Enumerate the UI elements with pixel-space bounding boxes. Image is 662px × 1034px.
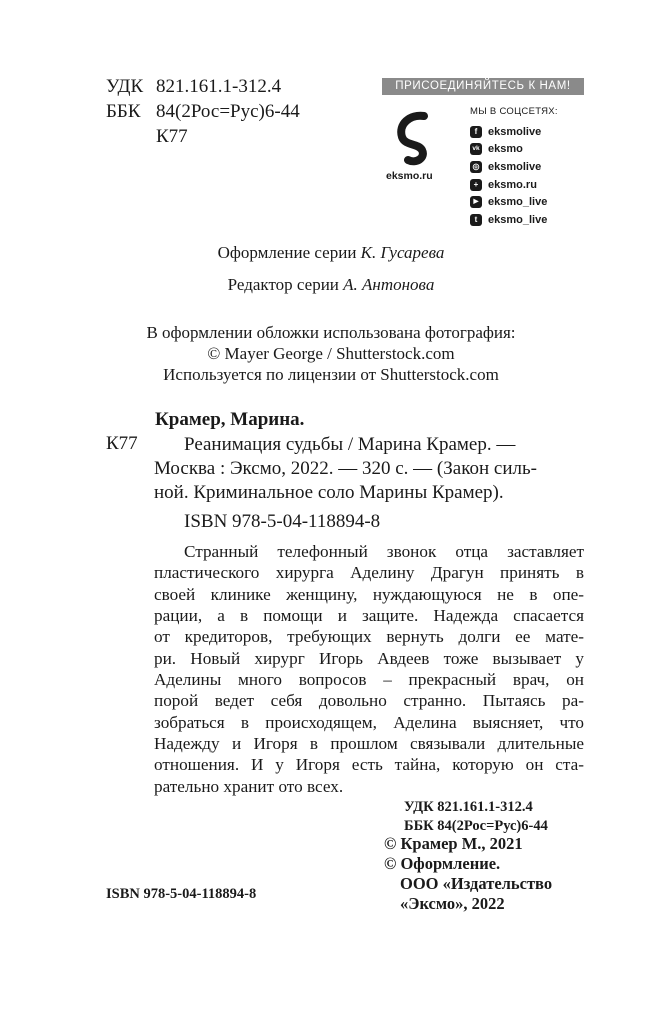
abstract-line: от кредиторов, требующих вернуть долги ее мате-	[154, 627, 584, 647]
photo-credit-line-2: © Mayer George / Shutterstock.com	[207, 344, 455, 363]
copyright-block	[384, 834, 552, 914]
social-label: eksmo_live	[488, 196, 548, 209]
bib-description	[154, 433, 584, 505]
copyright-line-3: ООО «Издательство	[400, 874, 553, 893]
abstract	[154, 541, 584, 797]
design-prefix: Оформление серии	[217, 243, 357, 262]
vk-icon: vk	[470, 143, 482, 155]
youtube-icon: ▶	[470, 196, 482, 208]
author-code-line	[106, 124, 300, 149]
editor-name: А. Антонова	[343, 275, 435, 294]
copyright-line-1: © Крамер М., 2021	[384, 834, 523, 853]
twitter-icon: t	[470, 214, 482, 226]
plus-icon: +	[470, 179, 482, 191]
bbk-value: 84(2Рос=Рус)6-44	[156, 101, 300, 122]
photo-credit	[0, 322, 662, 385]
join-banner: ПРИСОЕДИНЯЙТЕСЬ К НАМ!	[382, 78, 584, 95]
bib-code: К77	[106, 433, 138, 454]
abstract-line: Странный телефонный звонок отца заставляет	[184, 542, 584, 561]
social-label: eksmolive	[488, 160, 542, 173]
series-editor-credit	[0, 275, 662, 295]
abstract-line: порой ведет себя довольно странно. Пытаясь ра-	[154, 691, 584, 711]
social-label: eksmo	[488, 143, 523, 156]
social-label: eksmo.ru	[488, 178, 537, 191]
abstract-line: рательно хранит ото всех.	[154, 776, 344, 796]
instagram-icon: ◎	[470, 161, 482, 173]
abstract-line: рации, а в помощи и защите. Надежда спасается	[154, 606, 584, 626]
design-name: К. Гусарева	[360, 243, 445, 262]
isbn-bottom: ISBN 978-5-04-118894-8	[106, 886, 257, 902]
author-code: К77	[156, 126, 188, 147]
abstract-line: пластического хирурга Аделину Драгун принять в	[154, 563, 584, 583]
editor-prefix: Редактор серии	[227, 275, 339, 294]
udk-line	[106, 74, 300, 99]
bib-line-1: Реанимация судьбы / Марина Крамер. —	[184, 434, 516, 455]
bib-line-3: ной. Криминальное соло Марины Крамер).	[154, 482, 504, 503]
bbk-line	[106, 99, 300, 124]
isbn-main: ISBN 978-5-04-118894-8	[184, 511, 381, 532]
social-item-vk[interactable]	[470, 141, 547, 159]
bottom-bbk: ББК 84(2Рос=Рус)6-44	[404, 818, 548, 834]
social-item-instagram[interactable]	[470, 158, 547, 176]
abstract-line: ри. Новый хирург Игорь Авдеев тоже вызывает у	[154, 648, 584, 668]
photo-credit-line-3: Используется по лицензии от Shutterstock.com	[163, 365, 499, 384]
photo-credit-line-1: В оформлении обложки использована фотография:	[146, 323, 516, 342]
abstract-line: отношения. И у Игоря есть тайна, которую он ста-	[154, 755, 584, 775]
bbk-label: ББК	[106, 101, 141, 122]
abstract-line: Аделины много вопросов – прекрасный врач, он	[154, 670, 584, 690]
social-item-site[interactable]	[470, 176, 547, 194]
eksmo-logo-icon	[388, 110, 444, 166]
social-item-youtube[interactable]	[470, 193, 547, 211]
udk-label: УДК	[106, 76, 144, 97]
copyright-line-2: © Оформление.	[384, 854, 501, 873]
social-label: eksmo_live	[488, 213, 548, 226]
social-item-facebook[interactable]	[470, 123, 547, 141]
social-item-twitter[interactable]	[470, 211, 547, 229]
bib-line-2: Москва : Эксмо, 2022. — 320 с. — (Закон силь-	[154, 458, 537, 479]
abstract-line: своей клинике женщину, нуждающуюся не в опе-	[154, 584, 584, 604]
bottom-udk: УДК 821.161.1-312.4	[404, 799, 533, 815]
series-design-credit	[0, 243, 662, 263]
social-label: eksmolive	[488, 125, 542, 138]
author-heading: Крамер, Марина.	[155, 409, 305, 430]
facebook-icon: f	[470, 126, 482, 138]
abstract-line: Надежду и Игоря в прошлом связывали длительные	[154, 734, 584, 754]
social-list	[470, 123, 547, 229]
classification-block	[106, 74, 300, 149]
abstract-line: зобраться в происходящем, Аделина выясняет, что	[154, 712, 584, 732]
social-title: МЫ В СОЦСЕТЯХ:	[470, 106, 558, 117]
udk-value: 821.161.1-312.4	[156, 76, 282, 97]
copyright-line-4: «Эксмо», 2022	[400, 894, 505, 913]
logo-caption: eksmo.ru	[386, 170, 433, 182]
